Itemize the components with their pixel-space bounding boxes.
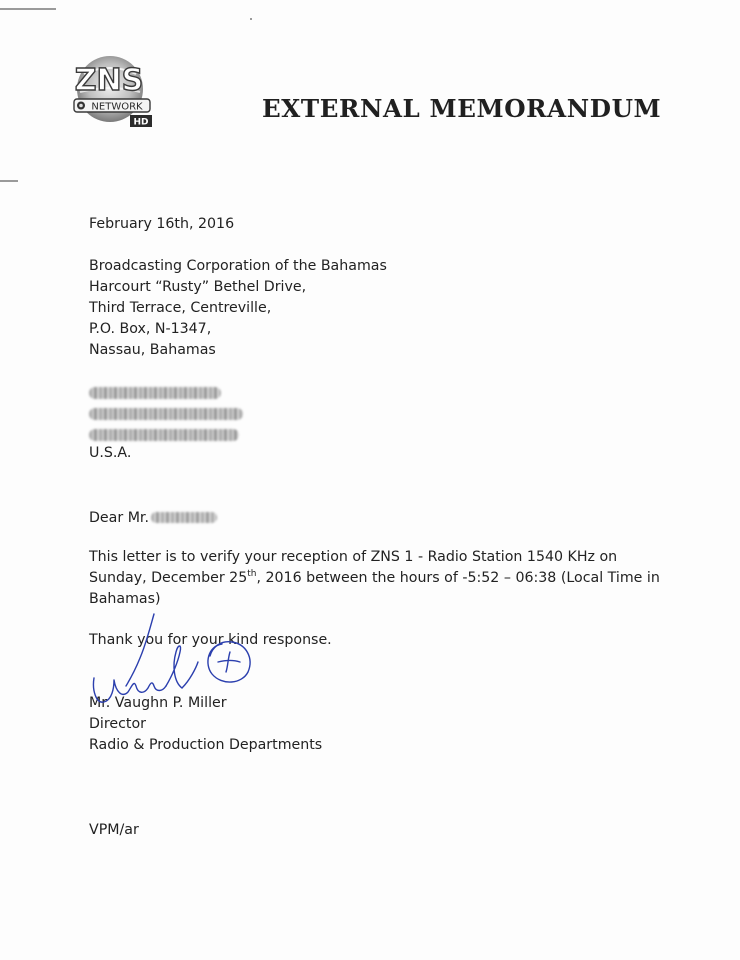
signatory-name: Mr. Vaughn P. Miller: [89, 695, 227, 711]
redacted-recipient-city: [89, 429, 239, 441]
sender-line-3: Third Terrace, Centreville,: [89, 300, 272, 316]
redacted-recipient-street: [89, 408, 243, 420]
signatory-department: Radio & Production Departments: [89, 737, 323, 753]
sender-line-1: Broadcasting Corporation of the Bahamas: [89, 258, 387, 274]
scan-mark-dot: [250, 18, 252, 20]
logo-hd-badge: HD: [133, 117, 149, 128]
redacted-recipient-surname: [151, 512, 217, 523]
logo-brand-text: ZNS: [74, 63, 144, 98]
body-line-3: Bahamas): [89, 591, 161, 607]
zns-logo: [62, 44, 162, 134]
body-line-2: [89, 570, 660, 587]
memo-date: February 16th, 2016: [89, 216, 235, 232]
ordinal-suffix: th: [247, 569, 257, 579]
body-line-2-start: Sunday, December 25: [89, 570, 248, 586]
scan-mark-left: [0, 180, 18, 182]
recipient-country: U.S.A.: [89, 445, 132, 461]
redacted-recipient-name: [89, 387, 221, 399]
body-line-1: This letter is to verify your reception of ZNS 1 - Radio Station 1540 KHz on: [89, 549, 618, 565]
sender-line-2: Harcourt “Rusty” Bethel Drive,: [89, 279, 307, 295]
sender-line-5: Nassau, Bahamas: [89, 342, 216, 358]
reference-initials: VPM/ar: [89, 822, 139, 838]
salutation-text: Dear Mr.: [89, 510, 149, 526]
logo-network-text: NETWORK: [91, 101, 143, 113]
sender-line-4: P.O. Box, N-1347,: [89, 321, 212, 337]
scan-mark-top: [0, 8, 56, 10]
memo-title: EXTERNAL MEMORANDUM: [262, 94, 662, 123]
body-line-2-end: , 2016 between the hours of -5:52 – 06:38 (Local Time in: [256, 570, 660, 586]
closing-line: Thank you for your kind response.: [89, 632, 332, 648]
signatory-title: Director: [89, 716, 146, 732]
salutation: [89, 510, 217, 527]
